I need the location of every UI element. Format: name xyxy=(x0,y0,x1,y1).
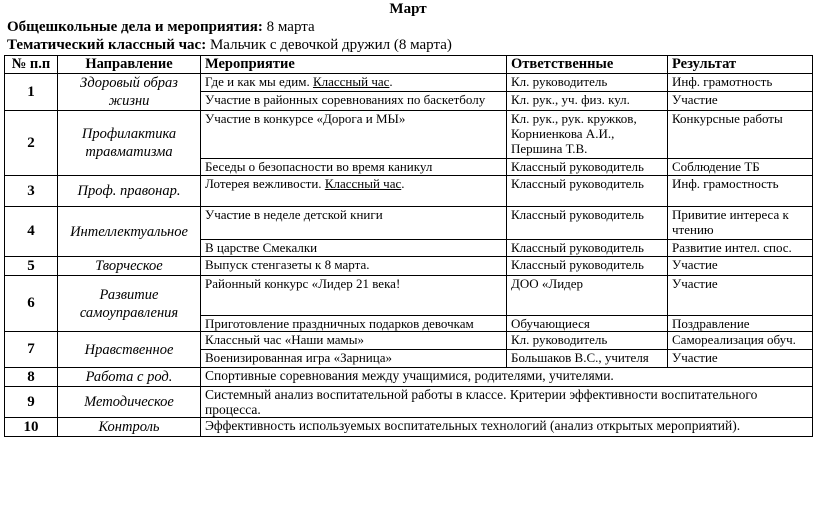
responsible-cell: Классный руководитель xyxy=(507,207,668,240)
column-header: Направление xyxy=(58,56,201,74)
header-value: Мальчик с девочкой дружил (8 марта) xyxy=(206,37,452,53)
responsible-cell: Кл. рук., уч. физ. кул. xyxy=(507,91,668,110)
plan-table xyxy=(4,55,813,437)
result-cell: Поздравление xyxy=(668,316,813,332)
row-number: 3 xyxy=(5,176,58,207)
table-row xyxy=(5,257,813,276)
table-row xyxy=(5,111,813,159)
event-cell: Участие в районных соревнованиях по баскетболу xyxy=(201,91,507,110)
page-title: Март xyxy=(389,1,427,17)
direction-cell: Профилактика травматизма xyxy=(58,111,201,176)
event-cell: Выпуск стенгазеты к 8 марта. xyxy=(201,257,507,276)
event-cell: Участие в неделе детской книги xyxy=(201,207,507,240)
direction-cell: Здоровый образ жизни xyxy=(58,74,201,111)
row-number: 7 xyxy=(5,332,58,368)
event-cell: Районный конкурс «Лидер 21 века! xyxy=(201,276,507,316)
responsible-cell: Классный руководитель xyxy=(507,159,668,176)
result-cell: Привитие интереса к чтению xyxy=(668,207,813,240)
table-row xyxy=(5,176,813,207)
responsible-cell: ДОО «Лидер xyxy=(507,276,668,316)
result-cell: Соблюдение ТБ xyxy=(668,159,813,176)
direction-cell: Интеллектуальное xyxy=(58,207,201,257)
event-cell: Где и как мы едим. Классный час. xyxy=(201,74,507,92)
direction-cell: Нравственное xyxy=(58,332,201,368)
event-cell: Лотерея вежливости. Классный час. xyxy=(201,176,507,207)
result-cell: Самореализация обуч. xyxy=(668,332,813,350)
row-number: 4 xyxy=(5,207,58,257)
row-number: 6 xyxy=(5,276,58,332)
responsible-cell: Классный руководитель xyxy=(507,176,668,207)
event-cell: Участие в конкурсе «Дорога и МЫ» xyxy=(201,111,507,159)
direction-cell: Методическое xyxy=(58,387,201,418)
column-header: Мероприятие xyxy=(201,56,507,74)
header-value: 8 марта xyxy=(262,19,315,35)
direction-cell: Творческое xyxy=(58,257,201,276)
event-cell: Приготовление праздничных подарков девочкам xyxy=(201,316,507,332)
result-cell: Участие xyxy=(668,350,813,368)
merged-event-cell: Системный анализ воспитательной работы в классе. Критерии эффективности воспитательного процесса. xyxy=(201,387,813,418)
responsible-cell: Большаков В.С., учителя xyxy=(507,350,668,368)
event-cell: В царстве Смекалки xyxy=(201,240,507,257)
table-row xyxy=(5,332,813,350)
result-cell: Конкурсные работы xyxy=(668,111,813,159)
responsible-cell: Кл. руководитель xyxy=(507,74,668,92)
table-row xyxy=(5,74,813,92)
header-line-class-hour xyxy=(7,36,452,54)
header-label: Общешкольные дела и мероприятия: xyxy=(7,19,263,35)
event-cell: Беседы о безопасности во время каникул xyxy=(201,159,507,176)
table-row xyxy=(5,207,813,240)
row-number: 1 xyxy=(5,74,58,111)
direction-cell: Проф. правонар. xyxy=(58,176,201,207)
result-cell: Участие xyxy=(668,257,813,276)
row-number: 2 xyxy=(5,111,58,176)
table-row xyxy=(5,368,813,387)
table-row xyxy=(5,418,813,437)
column-header: Результат xyxy=(668,56,813,74)
direction-cell: Развитие самоуправления xyxy=(58,276,201,332)
row-number: 8 xyxy=(5,368,58,387)
row-number: 10 xyxy=(5,418,58,437)
responsible-cell: Классный руководитель xyxy=(507,240,668,257)
row-number: 5 xyxy=(5,257,58,276)
merged-event-cell: Эффективность используемых воспитательных технологий (анализ открытых мероприятий). xyxy=(201,418,813,437)
row-number: 9 xyxy=(5,387,58,418)
header-label: Тематический классный час: xyxy=(7,37,207,53)
merged-event-cell: Спортивные соревнования между учащимися, родителями, учителями. xyxy=(201,368,813,387)
direction-cell: Контроль xyxy=(58,418,201,437)
header-line-events xyxy=(7,18,315,36)
table-row xyxy=(5,387,813,418)
result-cell: Инф. грамотность xyxy=(668,74,813,92)
responsible-cell: Кл. руководитель xyxy=(507,332,668,350)
responsible-cell: Обучающиеся xyxy=(507,316,668,332)
event-cell: Классный час «Наши мамы» xyxy=(201,332,507,350)
result-cell: Развитие интел. спос. xyxy=(668,240,813,257)
table-header-row xyxy=(5,56,813,74)
result-cell: Инф. грамостность xyxy=(668,176,813,207)
direction-cell: Работа с род. xyxy=(58,368,201,387)
responsible-cell: Классный руководитель xyxy=(507,257,668,276)
table-row xyxy=(5,276,813,316)
result-cell: Участие xyxy=(668,91,813,110)
responsible-cell: Кл. рук., рук. кружков, Корниенкова А.И., Першина Т.В. xyxy=(507,111,668,159)
column-header: Ответственные xyxy=(507,56,668,74)
result-cell: Участие xyxy=(668,276,813,316)
event-cell: Военизированная игра «Зарница» xyxy=(201,350,507,368)
column-header: № п.п xyxy=(5,56,58,74)
